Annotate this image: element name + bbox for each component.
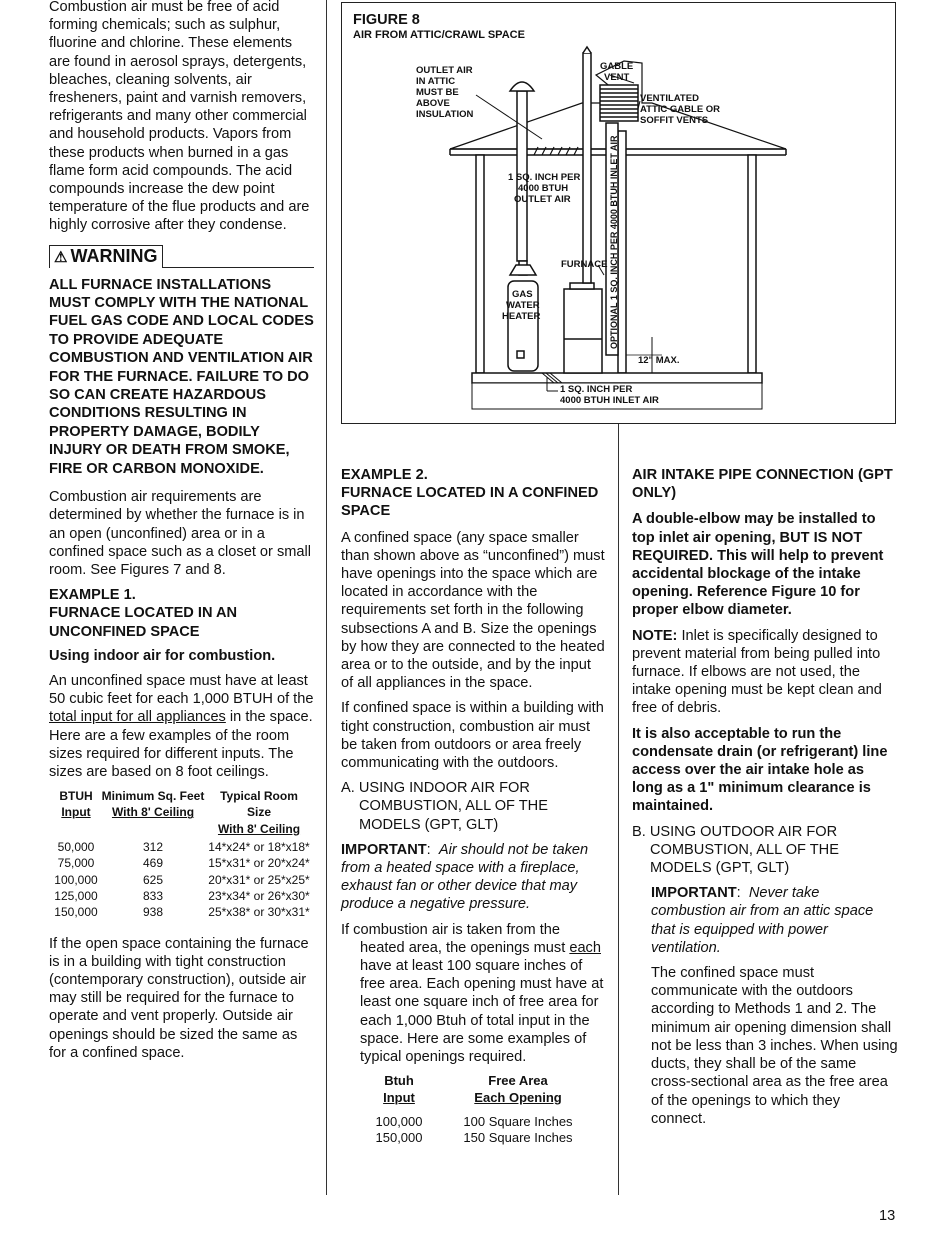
table-row: 125,000 833 23*x34* or 26*x30* <box>54 888 310 903</box>
outdoors-paragraph: The confined space must communicate with the outdoors according to Methods 1 and 2. The minimum air opening dimension shall not be less than 3 inches. When using ducts, they shall be of the same cross-sectional area as the free area of the openings to which they connect. <box>651 965 898 1127</box>
table-row: 150,000 150 Square Inches <box>375 1130 573 1146</box>
column-header-min-sq-feet: Minimum Sq. Feet With 8' Ceiling <box>101 789 205 820</box>
room-size-table <box>53 788 311 920</box>
example2-number: EXAMPLE 2. <box>341 467 428 483</box>
max-12-label: 12" MAX. <box>638 355 680 366</box>
water-heater-label: GAS WATER HEATER <box>502 289 541 322</box>
furnace-label: FURNACE <box>561 259 608 270</box>
furnace-vent-pipe <box>583 53 591 283</box>
figure-title: FIGURE 8 <box>353 12 420 28</box>
table-row: 150,000 938 25*x38* or 30*x31* <box>54 905 310 920</box>
heated-area-paragraph: If combustion air is taken from the heated area, the openings must each have at least 100 square inches of free area. Each opening must have at least one square inch of free area for each 1,000 Btuh of total input in the space. Here are some examples of typical openings required. <box>341 921 604 1066</box>
double-elbow-paragraph: A double-elbow may be installed to top inlet air opening, BUT IS NOT REQUIRED. This will help to prevent accidental blockage of the intake opening. Reference Figure 10 for proper elbow diameter. <box>632 511 884 619</box>
table-row: 100,000 100 Square Inches <box>375 1113 573 1129</box>
condensate-paragraph: It is also acceptable to run the condensate drain (or refrigerant) line access over the air intake hole as long as a 1" minimum clearance is maintained. <box>632 725 888 815</box>
important-indoor-note: IMPORTANT: Air should not be taken from a heated space with a fireplace, exhaust fan or other device that may produce a negative pressure. <box>341 841 589 913</box>
inlet-sq-inch-label: 1 SQ. INCH PER 4000 BTUH INLET AIR <box>560 384 659 406</box>
example2-heading <box>341 466 607 521</box>
example1-heading <box>49 586 314 641</box>
outlet-air-label: OUTLET AIR IN ATTIC MUST BE ABOVE INSULATION <box>416 65 474 120</box>
column-header-btuh-input: Btuh Input <box>383 1073 415 1105</box>
column-header-btuh: BTUH Input <box>59 789 93 820</box>
requirements-paragraph: Combustion air requirements are determined by whether the furnace is in an open (unconfined) area or in a confined space such as a closet or small room. See Figures 7 and 8. <box>49 489 312 578</box>
unconfined-paragraph: An unconfined space must have at least 50 cubic feet for each 1,000 BTUH of the total input for all appliances in the space. Here are a few examples of the room sizes required for different inputs. The sizes are based on 8 foot ceilings. <box>49 672 314 780</box>
confined-space-paragraph: A confined space (any space smaller than shown above as “unconfined”) must have openings into the space which are located in accordance with the requirements set forth in the following subsections A and B. Size the openings by how they are connected to the heated area or to the outside, and by the input of all appliances in the space. <box>341 529 605 692</box>
example1-title: FURNACE LOCATED IN AN UNCONFINED SPACE <box>49 605 238 640</box>
open-space-paragraph: If the open space containing the furnace is in a building with tight construction (contemporary construction), outside air may still be required for the furnace to operate and vent properly. Outside air openings should be sized the same as for a confined space. <box>49 935 309 1061</box>
gable-vent-label: GABLE VENT <box>600 61 634 83</box>
figure-subtitle: AIR FROM ATTIC/CRAWL SPACE <box>353 29 525 41</box>
column-divider-left <box>326 0 327 1195</box>
warning-text: ALL FURNACE INSTALLATIONS MUST COMPLY WITH THE NATIONAL FUEL GAS CODE AND LOCAL CODES TO PROVIDE ADEQUATE COMBUSTION AND VENTILATION AIR FOR THE FURNACE. FAILURE TO DO SO CAN CREATE HAZARDOUS CONDITIONS RESULTING IN PROPERTY DAMAGE, BODILY INJURY OR DEATH FROM SMOKE, FIRE OR CARBON MONOXIDE. <box>49 276 314 477</box>
table-header-row <box>53 788 311 839</box>
left-column <box>49 0 314 1069</box>
table-row: 75,000 469 15*x31* or 20*x24* <box>57 856 310 871</box>
furnace <box>564 289 602 373</box>
table-row: 100,000 625 20*x31* or 25*x25* <box>54 872 310 887</box>
warning-triangle-icon: ⚠ <box>54 248 68 266</box>
tight-construction-paragraph: If confined space is within a building with tight construction, combustion air must be taken from outdoors or area freely communicating with the outdoors. <box>341 700 604 772</box>
interior-wall <box>618 131 626 373</box>
table-row: 50,000 312 14*x24* or 18*x18* <box>57 840 310 855</box>
outlet-sq-inch-label: 1 SQ. INCH PER 4000 BTUH OUTLET AIR <box>508 172 581 205</box>
column-header-room-size: Typical Room Size With 8' Ceiling <box>217 789 301 836</box>
right-column <box>632 466 898 1135</box>
house-diagram <box>342 3 895 423</box>
optional-inlet-label: OPTIONAL 1 SQ. INCH PER 4000 BTUH INLET AIR <box>609 135 619 349</box>
right-wall <box>748 155 756 373</box>
air-intake-heading: AIR INTAKE PIPE CONNECTION (GPT ONLY) <box>632 467 893 502</box>
warning-label: ⚠ WARNING <box>49 245 163 268</box>
inlet-note-paragraph: NOTE: Inlet is specifically designed to prevent material from being pulled into furnace. If elbows are not used, the intake opening must be kept clean and free of debris. <box>632 627 882 717</box>
gable-vent-louvers <box>600 85 638 121</box>
section-b-heading: B. USING OUTDOOR AIR FOR COMBUSTION, ALL OF THE MODELS (GPT, GLT) <box>632 823 839 877</box>
free-area-table <box>369 1073 607 1146</box>
example2-title: FURNACE LOCATED IN A CONFINED SPACE <box>341 485 599 520</box>
ventilated-label: VENTILATED ATTIC GABLE OR SOFFIT VENTS <box>640 93 721 126</box>
example1-number: EXAMPLE 1. <box>49 587 136 604</box>
table-header-row <box>369 1073 607 1114</box>
left-wall <box>476 155 484 373</box>
column-header-free-area: Free Area Each Opening <box>474 1073 562 1105</box>
important-outdoor-note: IMPORTANT: Never take combustion air from an attic space that is equipped with power ventilation. <box>651 885 874 956</box>
acid-chemicals-paragraph: Combustion air must be free of acid forming chemicals; such as sulphur, fluorine and chlorine. These elements are found in aerosol sprays, detergents, bleaches, cleaning solvents, air fresheners, paint and varnish removers, refrigerants and many other commercial and household products. Vapors from these products when burned in a gas flame form acid compounds. The acid compounds increase the dew point temperature of the flue products and are highly corrosive after they condense. <box>49 0 310 234</box>
warning-header <box>49 245 314 268</box>
floor <box>472 373 762 383</box>
column-divider-right <box>618 424 619 1195</box>
section-a-heading: A. USING INDOOR AIR FOR COMBUSTION, ALL OF THE MODELS (GPT, GLT) <box>341 780 548 833</box>
middle-column <box>341 466 607 1146</box>
page-number: 13 <box>879 1208 896 1224</box>
indoor-air-subheading: Using indoor air for combustion. <box>49 647 276 664</box>
figure-8 <box>341 2 896 424</box>
